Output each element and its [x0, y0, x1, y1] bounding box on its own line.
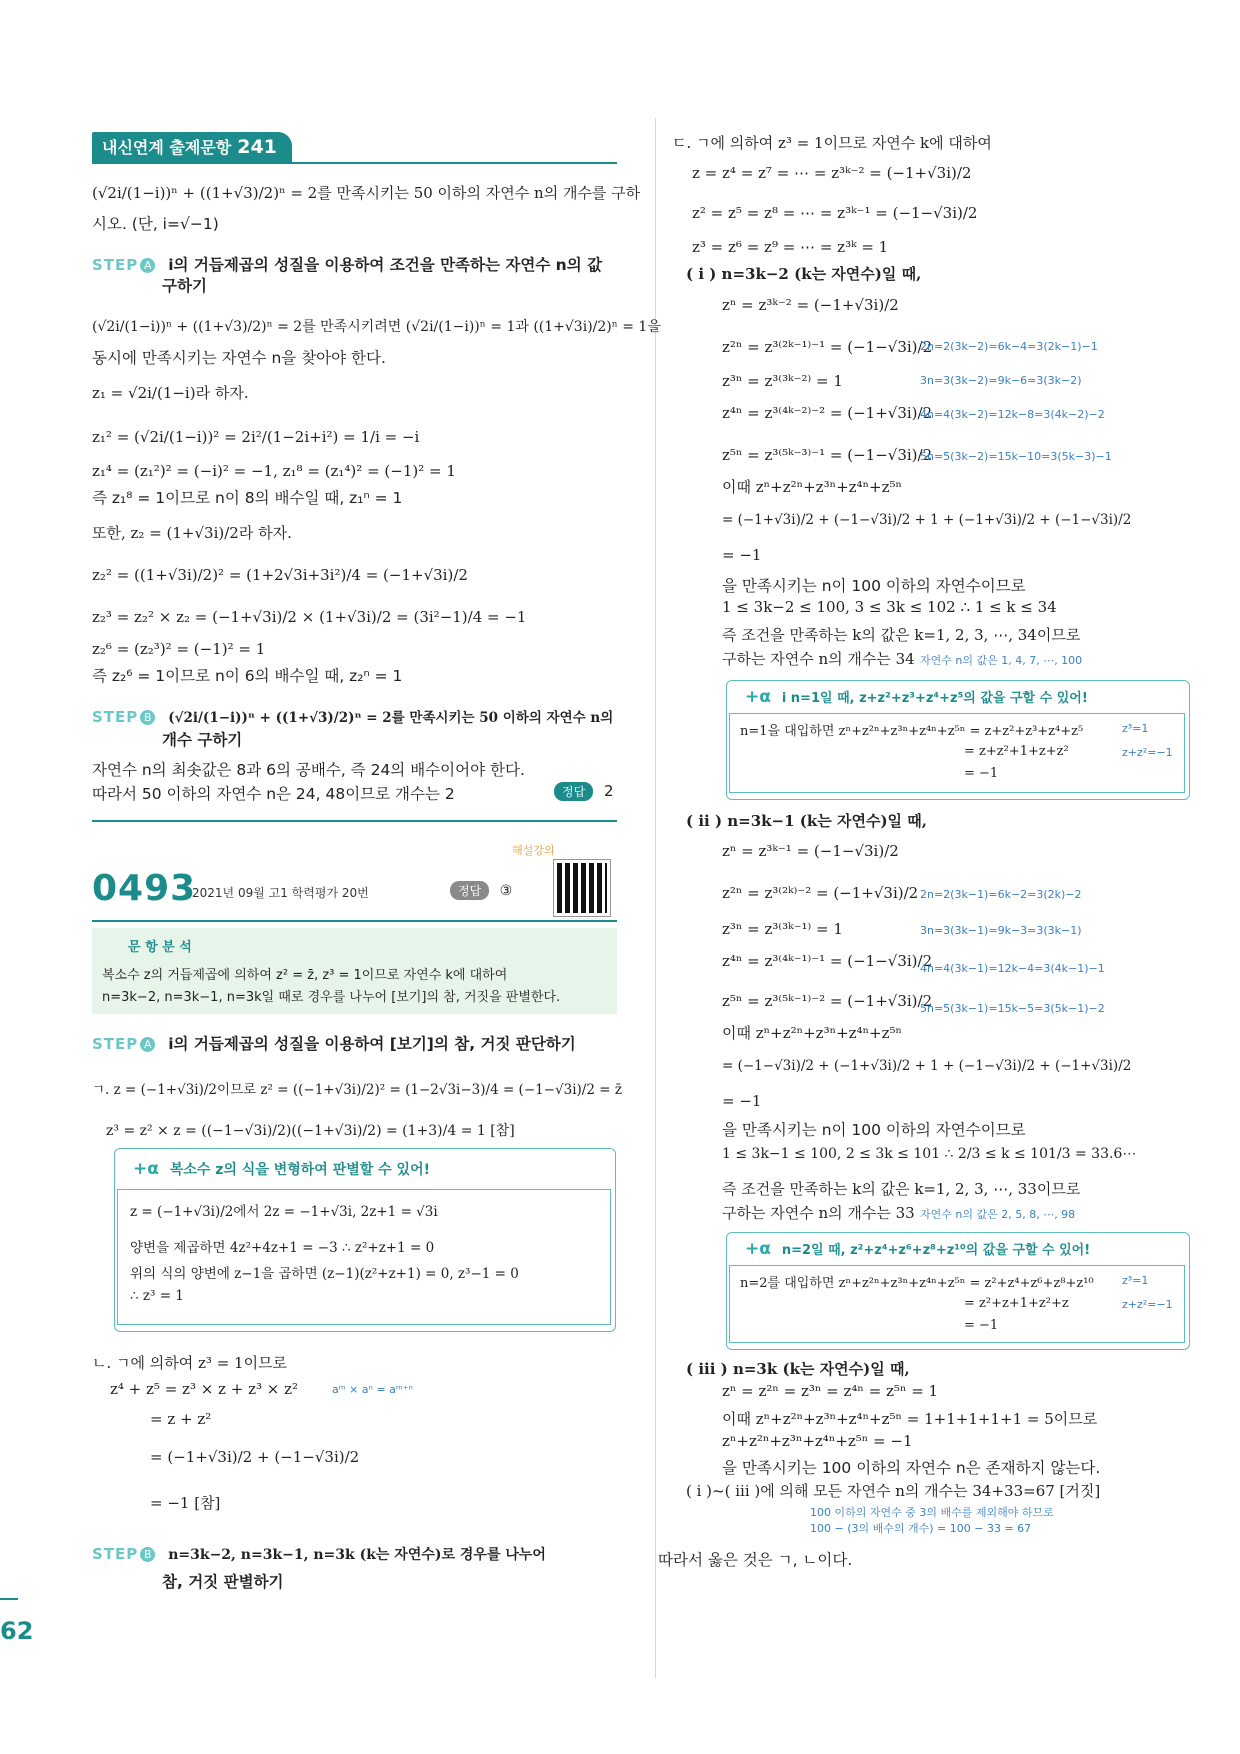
- step-label: STEP: [92, 1035, 139, 1053]
- case-2-line-4: z⁴ⁿ = z³⁽⁴ᵏ⁻¹⁾⁻¹ = (−1−√3i)/2: [722, 952, 933, 970]
- step-mark: B: [140, 710, 155, 725]
- case-3-line-4: 을 만족시키는 100 이하의 자연수 n은 존재하지 않는다.: [722, 1459, 1101, 1477]
- a-line-4: z₁² = (√2i/(1−i))² = 2i²/(1−2i+i²) = 1/i = −i: [92, 428, 420, 446]
- school-link-tag: [92, 132, 292, 162]
- problem-line-2: 시오. (단, i=√−1): [92, 215, 219, 233]
- problem-source: 2021년 09월 고1 학력평가 20번: [192, 886, 369, 900]
- a-line-1: (√2i/(1−i))ⁿ + ((1+√3)/2)ⁿ = 2를 만족시키려면 (√2i/(1−i))ⁿ = 1과 ((1+√3i)/2)ⁿ = 1을: [92, 319, 661, 335]
- intro-line-3: z² = z⁵ = z⁸ = ⋯ = z³ᵏ⁻¹ = (−1−√3i)/2: [692, 204, 978, 222]
- case-1-line-8: = −1: [722, 546, 762, 564]
- step-a-title-2: 구하기: [162, 277, 207, 295]
- tip-box-3-body: [729, 1265, 1185, 1343]
- case-3-line-5: ( i )~( iii )에 의해 모든 자연수 n의 개수는 34+33=67 [거짓]: [686, 1482, 1101, 1500]
- intro-line-4: z³ = z⁶ = z⁹ = ⋯ = z³ᵏ = 1: [692, 238, 889, 256]
- tip-box-1-head: +α 복소수 z의 식을 변형하여 판별할 수 있어!: [133, 1159, 430, 1179]
- answer-pill: 정답: [554, 782, 593, 801]
- case-2-note-3: 4n=4(3k−1)=12k−4=3(4k−1)−1: [920, 962, 1105, 975]
- step-a2-title: i의 거듭제곱의 성질을 이용하여 [보기]의 참, 거짓 판단하기: [168, 1035, 576, 1053]
- tip-2-note-1: z³=1: [1122, 722, 1149, 735]
- tip-box-1-body: [117, 1189, 611, 1325]
- a-line-7: 또한, z₂ = (1+√3i)/2라 하자.: [92, 524, 292, 542]
- case-3-title: ( iii ) n=3k (k는 자연수)일 때,: [686, 1360, 910, 1378]
- case-2-note-4: 5n=5(3k−1)=15k−5=3(5k−1)−2: [920, 1002, 1105, 1015]
- case-2-line-1: zⁿ = z³ᵏ⁻¹ = (−1−√3i)/2: [722, 842, 899, 860]
- tip-1-line-4: ∴ z³ = 1: [130, 1288, 184, 1304]
- tip-2-line-2: = z+z²+1+z+z²: [964, 744, 1069, 759]
- case-2-line-7: = (−1−√3i)/2 + (−1+√3i)/2 + 1 + (−1−√3i)/2 + (−1+√3i)/2: [722, 1058, 1132, 1074]
- b-line-1: 자연수 n의 최솟값은 8과 6의 공배수, 즉 24의 배수이어야 한다.: [92, 761, 525, 779]
- case-1-line-6: 이때 zⁿ+z²ⁿ+z³ⁿ+z⁴ⁿ+z⁵ⁿ: [722, 478, 903, 496]
- case-1-line-11: 즉 조건을 만족하는 k의 값은 k=1, 2, 3, ⋯, 34이므로: [722, 626, 1081, 644]
- tag-number: 241: [237, 136, 277, 158]
- case-2-note-1: 2n=2(3k−1)=6k−2=3(2k)−2: [920, 888, 1082, 901]
- analysis-box: [92, 928, 617, 1014]
- intro-line-1: ㄷ. ㄱ에 의하여 z³ = 1이므로 자연수 k에 대하여: [672, 134, 992, 152]
- step-mark: B: [140, 1547, 155, 1562]
- step-mark: A: [140, 258, 155, 273]
- answer-pill: 정답: [450, 881, 489, 900]
- answer-493: [450, 881, 512, 900]
- step-mark: A: [140, 1037, 155, 1052]
- case-3-line-1: zⁿ = z²ⁿ = z³ⁿ = z⁴ⁿ = z⁵ⁿ = 1: [722, 1382, 939, 1400]
- tip-2-note-2: z+z²=−1: [1122, 746, 1173, 759]
- case-2-line-2: z²ⁿ = z³⁽²ᵏ⁾⁻² = (−1+√3i)/2: [722, 884, 919, 902]
- step-b2-title-2: 참, 거짓 판별하기: [162, 1573, 284, 1591]
- case-1-line-4: z⁴ⁿ = z³⁽⁴ᵏ⁻²⁾⁻² = (−1+√3i)/2: [722, 404, 933, 422]
- step-label: STEP: [92, 1545, 139, 1563]
- tip-2-line-1: n=1을 대입하면 zⁿ+z²ⁿ+z³ⁿ+z⁴ⁿ+z⁵ⁿ = z+z²+z³+z⁴+z⁵: [740, 724, 1084, 739]
- plus-alpha-icon: +α: [745, 1239, 771, 1259]
- tip-box-3: [726, 1232, 1190, 1350]
- case-1-note-1: 2n=2(3k−2)=6k−4=3(2k−1)−1: [920, 340, 1098, 353]
- case-1-line-12: 구하는 자연수 n의 개수는 34: [722, 650, 915, 668]
- case-2-note-2: 3n=3(3k−1)=9k−3=3(3k−1): [920, 924, 1082, 937]
- case-1-line-9: 을 만족시키는 n이 100 이하의 자연수이므로: [722, 577, 1026, 595]
- tip-3-line-2: = z²+z+1+z²+z: [964, 1296, 1069, 1311]
- tip-2-line-3: = −1: [964, 766, 999, 781]
- tip-box-2: [726, 680, 1190, 800]
- a-line-10: z₂⁶ = (z₂³)² = (−1)² = 1: [92, 640, 266, 658]
- a-line-6: 즉 z₁⁸ = 1이므로 n이 8의 배수일 때, z₁ⁿ = 1: [92, 489, 403, 507]
- b-line-2: 따라서 50 이하의 자연수 n은 24, 48이므로 개수는 2: [92, 785, 455, 803]
- case-1-note-3: 4n=4(3k−2)=12k−8=3(4k−2)−2: [920, 408, 1105, 421]
- n-line-2: z⁴ + z⁵ = z³ × z + z³ × z²: [110, 1380, 299, 1398]
- tip-3-note-2: z+z²=−1: [1122, 1298, 1173, 1311]
- case-1-line-1: zⁿ = z³ᵏ⁻² = (−1+√3i)/2: [722, 296, 899, 314]
- case-2-line-9: 을 만족시키는 n이 100 이하의 자연수이므로: [722, 1121, 1026, 1139]
- step-b2-heading: [92, 1544, 546, 1564]
- case-2-line-5: z⁵ⁿ = z³⁽⁵ᵏ⁻¹⁾⁻² = (−1+√3i)/2: [722, 992, 933, 1010]
- tag-underline: [92, 162, 617, 164]
- answer-1: [554, 782, 614, 801]
- problem-line-1: (√2i/(1−i))ⁿ + ((1+√3)/2)ⁿ = 2를 만족시키는 50 이하의 자연수 n의 개수를 구하: [92, 184, 641, 202]
- case-3-note-1: 100 이하의 자연수 중 3의 배수를 제외해야 하므로: [810, 1506, 1054, 1519]
- tip-box-2-head: +α i n=1일 때, z+z²+z³+z⁴+z⁵의 값을 구할 수 있어!: [745, 687, 1088, 707]
- tip-box-3-head: +α n=2일 때, z²+z⁴+z⁶+z⁸+z¹⁰의 값을 구할 수 있어!: [745, 1239, 1091, 1259]
- n-note: aᵐ × aⁿ = aᵐ⁺ⁿ: [332, 1383, 413, 1396]
- n-line-1: ㄴ. ㄱ에 의하여 z³ = 1이므로: [92, 1354, 288, 1372]
- case-1-line-7: = (−1+√3i)/2 + (−1−√3i)/2 + 1 + (−1+√3i)/2 + (−1−√3i)/2: [722, 512, 1132, 528]
- a-line-3: z₁ = √2i/(1−i)라 하자.: [92, 384, 249, 402]
- case-2-line-12: 구하는 자연수 n의 개수는 33: [722, 1204, 915, 1222]
- n-line-4: = (−1+√3i)/2 + (−1−√3i)/2: [150, 1448, 360, 1466]
- a-line-5: z₁⁴ = (z₁²)² = (−i)² = −1, z₁⁸ = (z₁⁴)² = (−1)² = 1: [92, 462, 456, 480]
- tip-box-1: [114, 1148, 616, 1332]
- tip-3-note-1: z³=1: [1122, 1274, 1149, 1287]
- plus-alpha-icon: +α: [745, 687, 771, 707]
- problem-number: 0493: [92, 868, 197, 909]
- step-a-heading: [92, 253, 602, 275]
- analysis-line-1: 복소수 z의 거듭제곱에 의하여 z² = z̄, z³ = 1이므로 자연수 k에 대하여: [102, 968, 508, 983]
- case-3-note-2: 100 − (3의 배수의 개수) = 100 − 33 = 67: [810, 1522, 1032, 1535]
- case-1-line-2: z²ⁿ = z³⁽²ᵏ⁻¹⁾⁻¹ = (−1−√3i)/2: [722, 338, 933, 356]
- g-line-1: ㄱ. z = (−1+√3i)/2이므로 z² = ((−1+√3i)/2)² = (1−2√3i−3)/4 = (−1−√3i)/2 = z̄: [92, 1082, 622, 1098]
- case-1-note-2: 3n=3(3k−2)=9k−6=3(3k−2): [920, 374, 1082, 387]
- answer-value: ③: [499, 883, 513, 899]
- step-b-title: (√2i/(1−i))ⁿ + ((1+√3)/2)ⁿ = 2를 만족시키는 50 이하의 자연수 n의: [168, 710, 614, 726]
- n-line-3: = z + z²: [150, 1410, 212, 1428]
- tag-label: 내신연계 출제문항: [102, 138, 232, 157]
- tip-1-line-3: 위의 식의 양변에 z−1을 곱하면 (z−1)(z²+z+1) = 0, z³−1 = 0: [130, 1266, 519, 1282]
- column-divider: [655, 118, 656, 1678]
- case-3-line-2: 이때 zⁿ+z²ⁿ+z³ⁿ+z⁴ⁿ+z⁵ⁿ = 1+1+1+1+1 = 5이므로: [722, 1410, 1098, 1428]
- g-line-2: z³ = z² × z = ((−1−√3i)/2)((−1+√3i)/2) = (1+3)/4 = 1 [참]: [106, 1123, 515, 1139]
- a-line-9: z₂³ = z₂² × z₂ = (−1+√3i)/2 × (1+√3i)/2 = (3i²−1)/4 = −1: [92, 608, 527, 626]
- case-1-line-3: z³ⁿ = z³⁽³ᵏ⁻²⁾ = 1: [722, 372, 843, 390]
- a-line-2: 동시에 만족시키는 자연수 n을 찾아야 한다.: [92, 349, 386, 367]
- step-label: STEP: [92, 708, 139, 726]
- tip-1-line-2: 양변을 제곱하면 4z²+4z+1 = −3 ∴ z²+z+1 = 0: [130, 1240, 435, 1256]
- section-rule: [92, 820, 617, 822]
- page-number: 62: [0, 1617, 34, 1645]
- case-2-line-10: 1 ≤ 3k−1 ≤ 100, 2 ≤ 3k ≤ 101 ∴ 2/3 ≤ k ≤ 101/3 = 33.6⋯: [722, 1146, 1137, 1162]
- case-2-line-6: 이때 zⁿ+z²ⁿ+z³ⁿ+z⁴ⁿ+z⁵ⁿ: [722, 1024, 903, 1042]
- case-2-line-11: 즉 조건을 만족하는 k의 값은 k=1, 2, 3, ⋯, 33이므로: [722, 1180, 1081, 1198]
- tip-1-line-1: z = (−1+√3i)/2에서 2z = −1+√3i, 2z+1 = √3i: [130, 1204, 438, 1220]
- tip-box-2-body: [729, 713, 1185, 793]
- analysis-line-2: n=3k−2, n=3k−1, n=3k일 때로 경우를 나누어 [보기]의 참, 거짓을 판별한다.: [102, 990, 561, 1005]
- answer-value: 2: [603, 782, 614, 800]
- case-2-title: ( ii ) n=3k−1 (k는 자연수)일 때,: [686, 812, 927, 830]
- case-3-line-3: zⁿ+z²ⁿ+z³ⁿ+z⁴ⁿ+z⁵ⁿ = −1: [722, 1432, 913, 1450]
- analysis-title: 문 항 분 석: [128, 940, 192, 955]
- case-2-line-8: = −1: [722, 1092, 762, 1110]
- problem-rule: [92, 920, 617, 922]
- step-label: STEP: [92, 256, 139, 274]
- step-b-title-2: 개수 구하기: [162, 731, 243, 749]
- tip-3-line-1: n=2를 대입하면 zⁿ+z²ⁿ+z³ⁿ+z⁴ⁿ+z⁵ⁿ = z²+z⁴+z⁶+z⁸+z¹⁰: [740, 1276, 1094, 1291]
- qr-code[interactable]: [554, 860, 610, 916]
- conclusion: 따라서 옳은 것은 ㄱ, ㄴ이다.: [658, 1551, 853, 1569]
- tip-3-line-3: = −1: [964, 1318, 999, 1333]
- n-line-5: = −1 [참]: [150, 1494, 221, 1512]
- step-b2-title: n=3k−2, n=3k−1, n=3k (k는 자연수)로 경우를 나누어: [168, 1547, 546, 1563]
- page-edge-mark: [0, 1598, 18, 1600]
- case-2-note-5: 자연수 n의 값은 2, 5, 8, ⋯, 98: [920, 1208, 1076, 1221]
- case-2-line-3: z³ⁿ = z³⁽³ᵏ⁻¹⁾ = 1: [722, 920, 843, 938]
- case-1-line-10: 1 ≤ 3k−2 ≤ 100, 3 ≤ 3k ≤ 102 ∴ 1 ≤ k ≤ 34: [722, 598, 1057, 616]
- step-b-heading: [92, 706, 613, 726]
- case-1-note-4: 5n=5(3k−2)=15k−10=3(5k−3)−1: [920, 450, 1112, 463]
- case-1-line-5: z⁵ⁿ = z³⁽⁵ᵏ⁻³⁾⁻¹ = (−1−√3i)/2: [722, 446, 933, 464]
- intro-line-2: z = z⁴ = z⁷ = ⋯ = z³ᵏ⁻² = (−1+√3i)/2: [692, 164, 972, 182]
- case-1-note-5: 자연수 n의 값은 1, 4, 7, ⋯, 100: [920, 654, 1083, 667]
- a-line-8: z₂² = ((1+√3i)/2)² = (1+2√3i+3i²)/4 = (−1+√3i)/2: [92, 566, 468, 584]
- a-line-11: 즉 z₂⁶ = 1이므로 n이 6의 배수일 때, z₂ⁿ = 1: [92, 667, 403, 685]
- step-a-title: i의 거듭제곱의 성질을 이용하여 조건을 만족하는 자연수 n의 값: [168, 256, 603, 274]
- case-1-title: ( i ) n=3k−2 (k는 자연수)일 때,: [686, 265, 922, 283]
- plus-alpha-icon: +α: [133, 1159, 159, 1179]
- step-a2-heading: [92, 1032, 576, 1054]
- lecture-label: 해설강의: [512, 844, 555, 857]
